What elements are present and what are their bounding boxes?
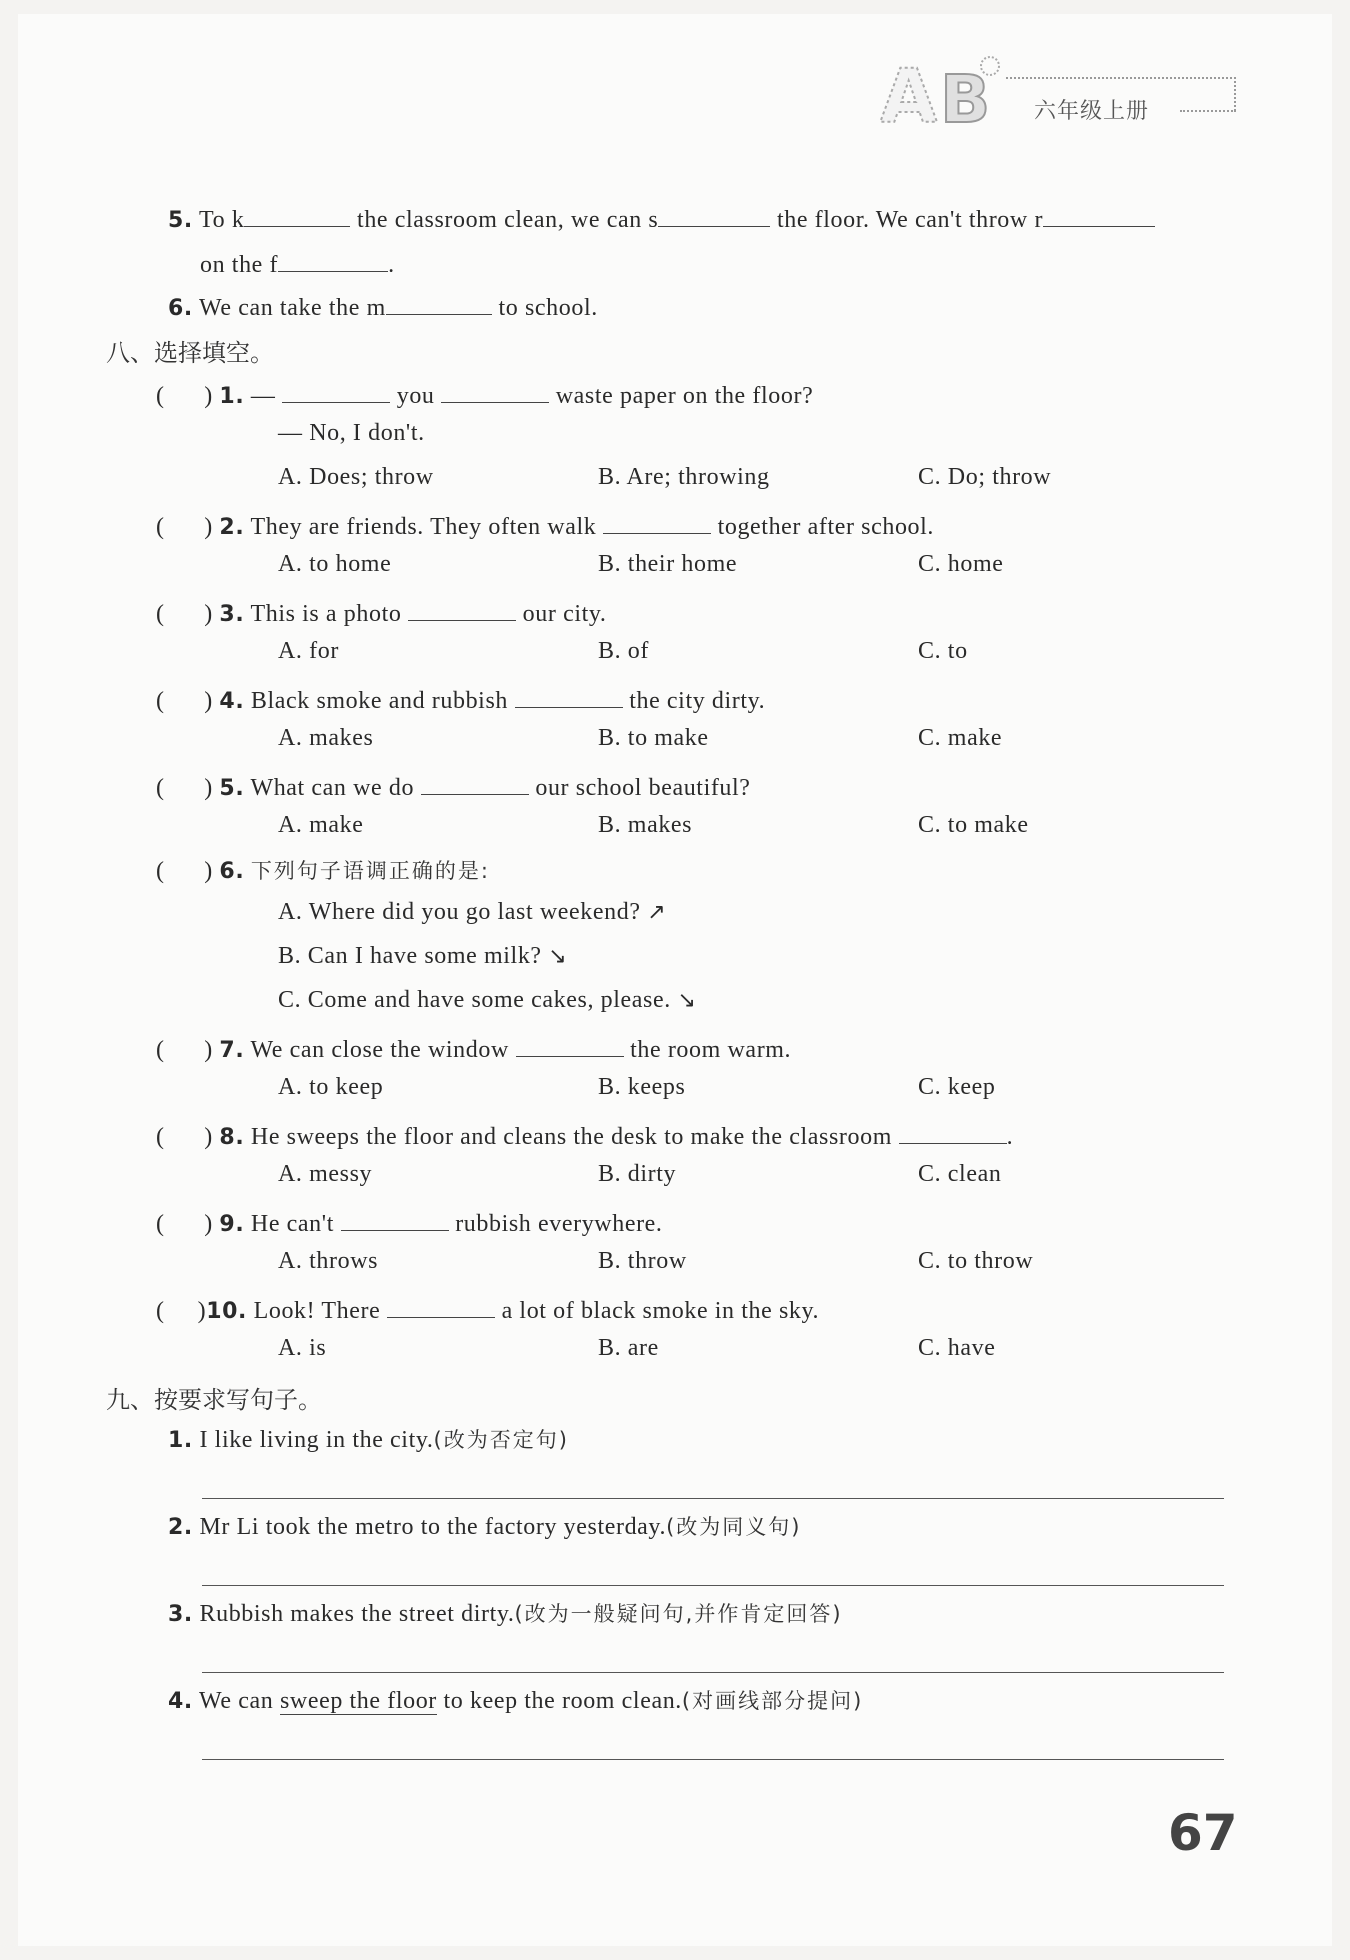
q4-option-a: A. makes <box>278 725 374 751</box>
rewrite-question-4: 4. We can sweep the floor to keep the room clean.(对画线部分提问) <box>168 1688 864 1714</box>
q8-option-c: C. clean <box>918 1161 1002 1187</box>
fill-question-6: 6. We can take the m to school. <box>168 288 598 322</box>
choice-question-5: ( ) 5. What can we do our school beautiful? <box>156 768 751 802</box>
q6-option-a: A. Where did you go last weekend? ↗ <box>278 899 667 925</box>
choice-question-1-reply: — No, I don't. <box>278 420 425 446</box>
svg-text:B: B <box>940 61 991 132</box>
q1-option-c: C. Do; throw <box>918 464 1052 490</box>
choice-question-8: ( ) 8. He sweeps the floor and cleans the desk to make the classroom . <box>156 1117 1013 1151</box>
book-title: 六年级上册 <box>1034 99 1150 124</box>
header-dotted-rule-lower <box>1180 110 1236 112</box>
q6-option-b: B. Can I have some milk? ↘ <box>278 943 568 969</box>
page-number: 67 <box>1168 1804 1238 1862</box>
q7-option-a: A. to keep <box>278 1074 384 1100</box>
answer-line-3[interactable] <box>202 1672 1224 1673</box>
fill-question-5: 5. To k the classroom clean, we can s the floor. We can't throw r <box>168 200 1155 234</box>
q3-option-b: B. of <box>598 638 649 664</box>
q4-option-b: B. to make <box>598 725 709 751</box>
q3-option-c: C. to <box>918 638 968 664</box>
choice-question-10: ( )10. Look! There a lot of black smoke in the sky. <box>156 1291 819 1325</box>
answer-line-1[interactable] <box>202 1498 1224 1499</box>
q8-option-b: B. dirty <box>598 1161 677 1187</box>
q1-option-a: A. Does; throw <box>278 464 434 490</box>
q3-option-a: A. for <box>278 638 339 664</box>
q5-option-c: C. to make <box>918 812 1029 838</box>
choice-question-4: ( ) 4. Black smoke and rubbish the city dirty. <box>156 681 765 715</box>
q5-option-a: A. make <box>278 812 364 838</box>
q7-option-c: C. keep <box>918 1074 996 1100</box>
svg-text:A: A <box>880 54 938 132</box>
q9-option-c: C. to throw <box>918 1248 1034 1274</box>
underlined-phrase: sweep the floor <box>279 1688 437 1714</box>
rewrite-question-3: 3. Rubbish makes the street dirty.(改为一般疑问句,并作肯定回答) <box>168 1601 843 1627</box>
choice-question-6: ( ) 6. 下列句子语调正确的是: <box>156 858 490 884</box>
choice-question-3: ( ) 3. This is a photo our city. <box>156 594 607 628</box>
q9-option-a: A. throws <box>278 1248 379 1274</box>
q8-option-a: A. messy <box>278 1161 373 1187</box>
q10-option-c: C. have <box>918 1335 996 1361</box>
fill-question-5-cont: on the f . <box>200 245 395 279</box>
q2-option-c: C. home <box>918 551 1004 577</box>
answer-line-4[interactable] <box>202 1759 1224 1760</box>
choice-question-2: ( ) 2. They are friends. They often walk together after school. <box>156 507 934 541</box>
q4-option-c: C. make <box>918 725 1003 751</box>
q6-option-c: C. Come and have some cakes, please. ↘ <box>278 987 697 1013</box>
ab-logo <box>878 50 1008 132</box>
header-dotted-rule <box>1006 77 1236 79</box>
q1-option-b: B. Are; throwing <box>598 464 770 490</box>
answer-line-2[interactable] <box>202 1585 1224 1586</box>
q5-option-b: B. makes <box>598 812 693 838</box>
header-dotted-edge <box>1234 77 1236 111</box>
section-9-title: 九、按要求写句子。 <box>106 1386 322 1414</box>
q10-option-b: B. are <box>598 1335 659 1361</box>
q9-option-b: B. throw <box>598 1248 687 1274</box>
section-8-title: 八、选择填空。 <box>106 339 274 367</box>
rewrite-question-2: 2. Mr Li took the metro to the factory yesterday.(改为同义句) <box>168 1514 802 1540</box>
choice-question-1: ( ) 1. — you waste paper on the floor? <box>156 376 813 410</box>
q10-option-a: A. is <box>278 1335 327 1361</box>
rewrite-question-1: 1. I like living in the city.(改为否定句) <box>168 1427 569 1453</box>
q2-option-a: A. to home <box>278 551 392 577</box>
choice-question-9: ( ) 9. He can't rubbish everywhere. <box>156 1204 663 1238</box>
q2-option-b: B. their home <box>598 551 738 577</box>
falling-arrow-icon: ↘ <box>548 944 568 969</box>
q7-option-b: B. keeps <box>598 1074 686 1100</box>
choice-question-7: ( ) 7. We can close the window the room warm. <box>156 1030 791 1064</box>
falling-arrow-icon: ↘ <box>677 988 697 1013</box>
rising-arrow-icon: ↗ <box>647 900 667 925</box>
